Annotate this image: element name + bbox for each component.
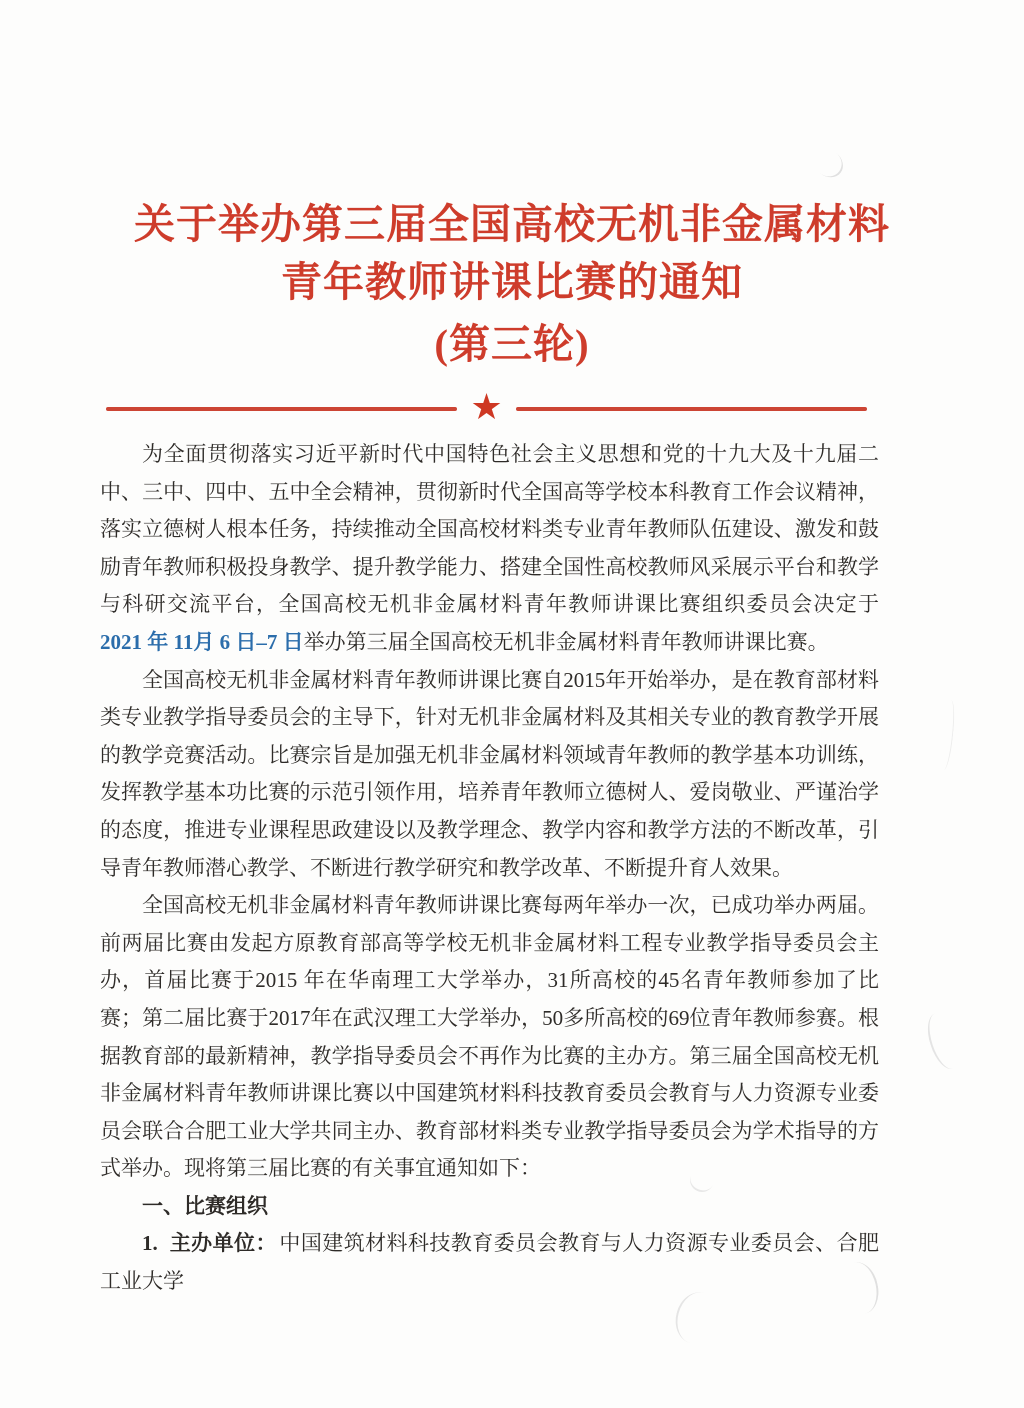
paragraph-2: 全国高校无机非金属材料青年教师讲课比赛自2015年开始举办，是在教育部材料类专业教学指导委员会的主导下，针对无机非金属材料及其相关专业的教育教学开展的教学竞赛活动。比赛宗旨是加强无机非金属材料领域青年教师的教学基本功训练，发挥教学基本功比赛的示范引领作用，培养青年教师立德树人、爱岗敬业、严谨治学的态度，推进专业课程思政建设以及教学理念、教学内容和教学方法的不断改革，引导青年教师潜心教学、不断进行教学研究和教学改革、不断提升育人效果。 bbox=[100, 667, 879, 880]
section-heading-competition-organization: 一、比赛组织 bbox=[142, 1193, 268, 1218]
competition-date-highlight: 2021 年 11月 6 日–7 日 bbox=[100, 629, 304, 654]
title-divider bbox=[106, 387, 867, 427]
list-item-label: 主办单位： bbox=[169, 1231, 277, 1256]
list-item-number: 1. bbox=[142, 1231, 158, 1256]
scan-artifact bbox=[922, 1009, 967, 1073]
list-item-text: 中国建筑材料科技教育委员会教育与人力资源专业委员会、合肥工业大学 bbox=[100, 1231, 880, 1294]
scan-artifact bbox=[807, 143, 848, 183]
paragraph-1-text-after-date: 举办第三届全国高校无机非金属材料青年教师讲课比赛。 bbox=[303, 629, 829, 654]
paragraph-1 bbox=[100, 436, 879, 662]
title-line-2: 青年教师讲课比赛的通知 bbox=[281, 259, 743, 306]
document-body bbox=[100, 436, 879, 1301]
title-line-round: (第三轮) bbox=[434, 321, 590, 368]
title-line-1: 关于举办第三届全国高校无机非金属材料 bbox=[134, 201, 890, 248]
divider-line-right bbox=[516, 407, 867, 411]
list-item-host-units bbox=[100, 1225, 879, 1300]
scan-artifact bbox=[938, 700, 956, 771]
paragraph-3: 全国高校无机非金属材料青年教师讲课比赛每两年举办一次，已成功举办两届。前两届比赛由发起方原教育部高等学校无机非金属材料工程专业教学指导委员会主办，首届比赛于2015 年在华南理工大学举办，31所高校的45名青年教师参加了比赛；第二届比赛于2017年在武汉理工大学举办，50多所高校的69位青年教师参赛。根据教育部的最新精神，教学指导委员会不再作为比赛的主办方。第三届全国高校无机非金属材料青年教师讲课比赛以中国建筑材料科技教育委员会教育与人力资源专业委员会联合合肥工业大学共同主办、教育部材料类专业教学指导委员会为学术指导的方式举办。现将第三届比赛的有关事宜通知如下： bbox=[100, 893, 879, 1181]
document-title bbox=[0, 195, 1024, 373]
divider-line-left bbox=[106, 407, 457, 411]
paragraph-1-text-before-date: 为全面贯彻落实习近平新时代中国特色社会主义思想和党的十九大及十九届二中、三中、四中、五中全会精神，贯彻新时代全国高等学校本科教育工作会议精神，落实立德树人根本任务，持续推动全国高校材料类专业青年教师队伍建设、激发和鼓励青年教师积极投身教学、提升教学能力、搭建全国性高校教师风采展示平台和教学与科研交流平台，全国高校无机非金属材料青年教师讲课比赛组织委员会决定于 bbox=[100, 442, 879, 617]
star-icon: ★ bbox=[470, 387, 503, 427]
